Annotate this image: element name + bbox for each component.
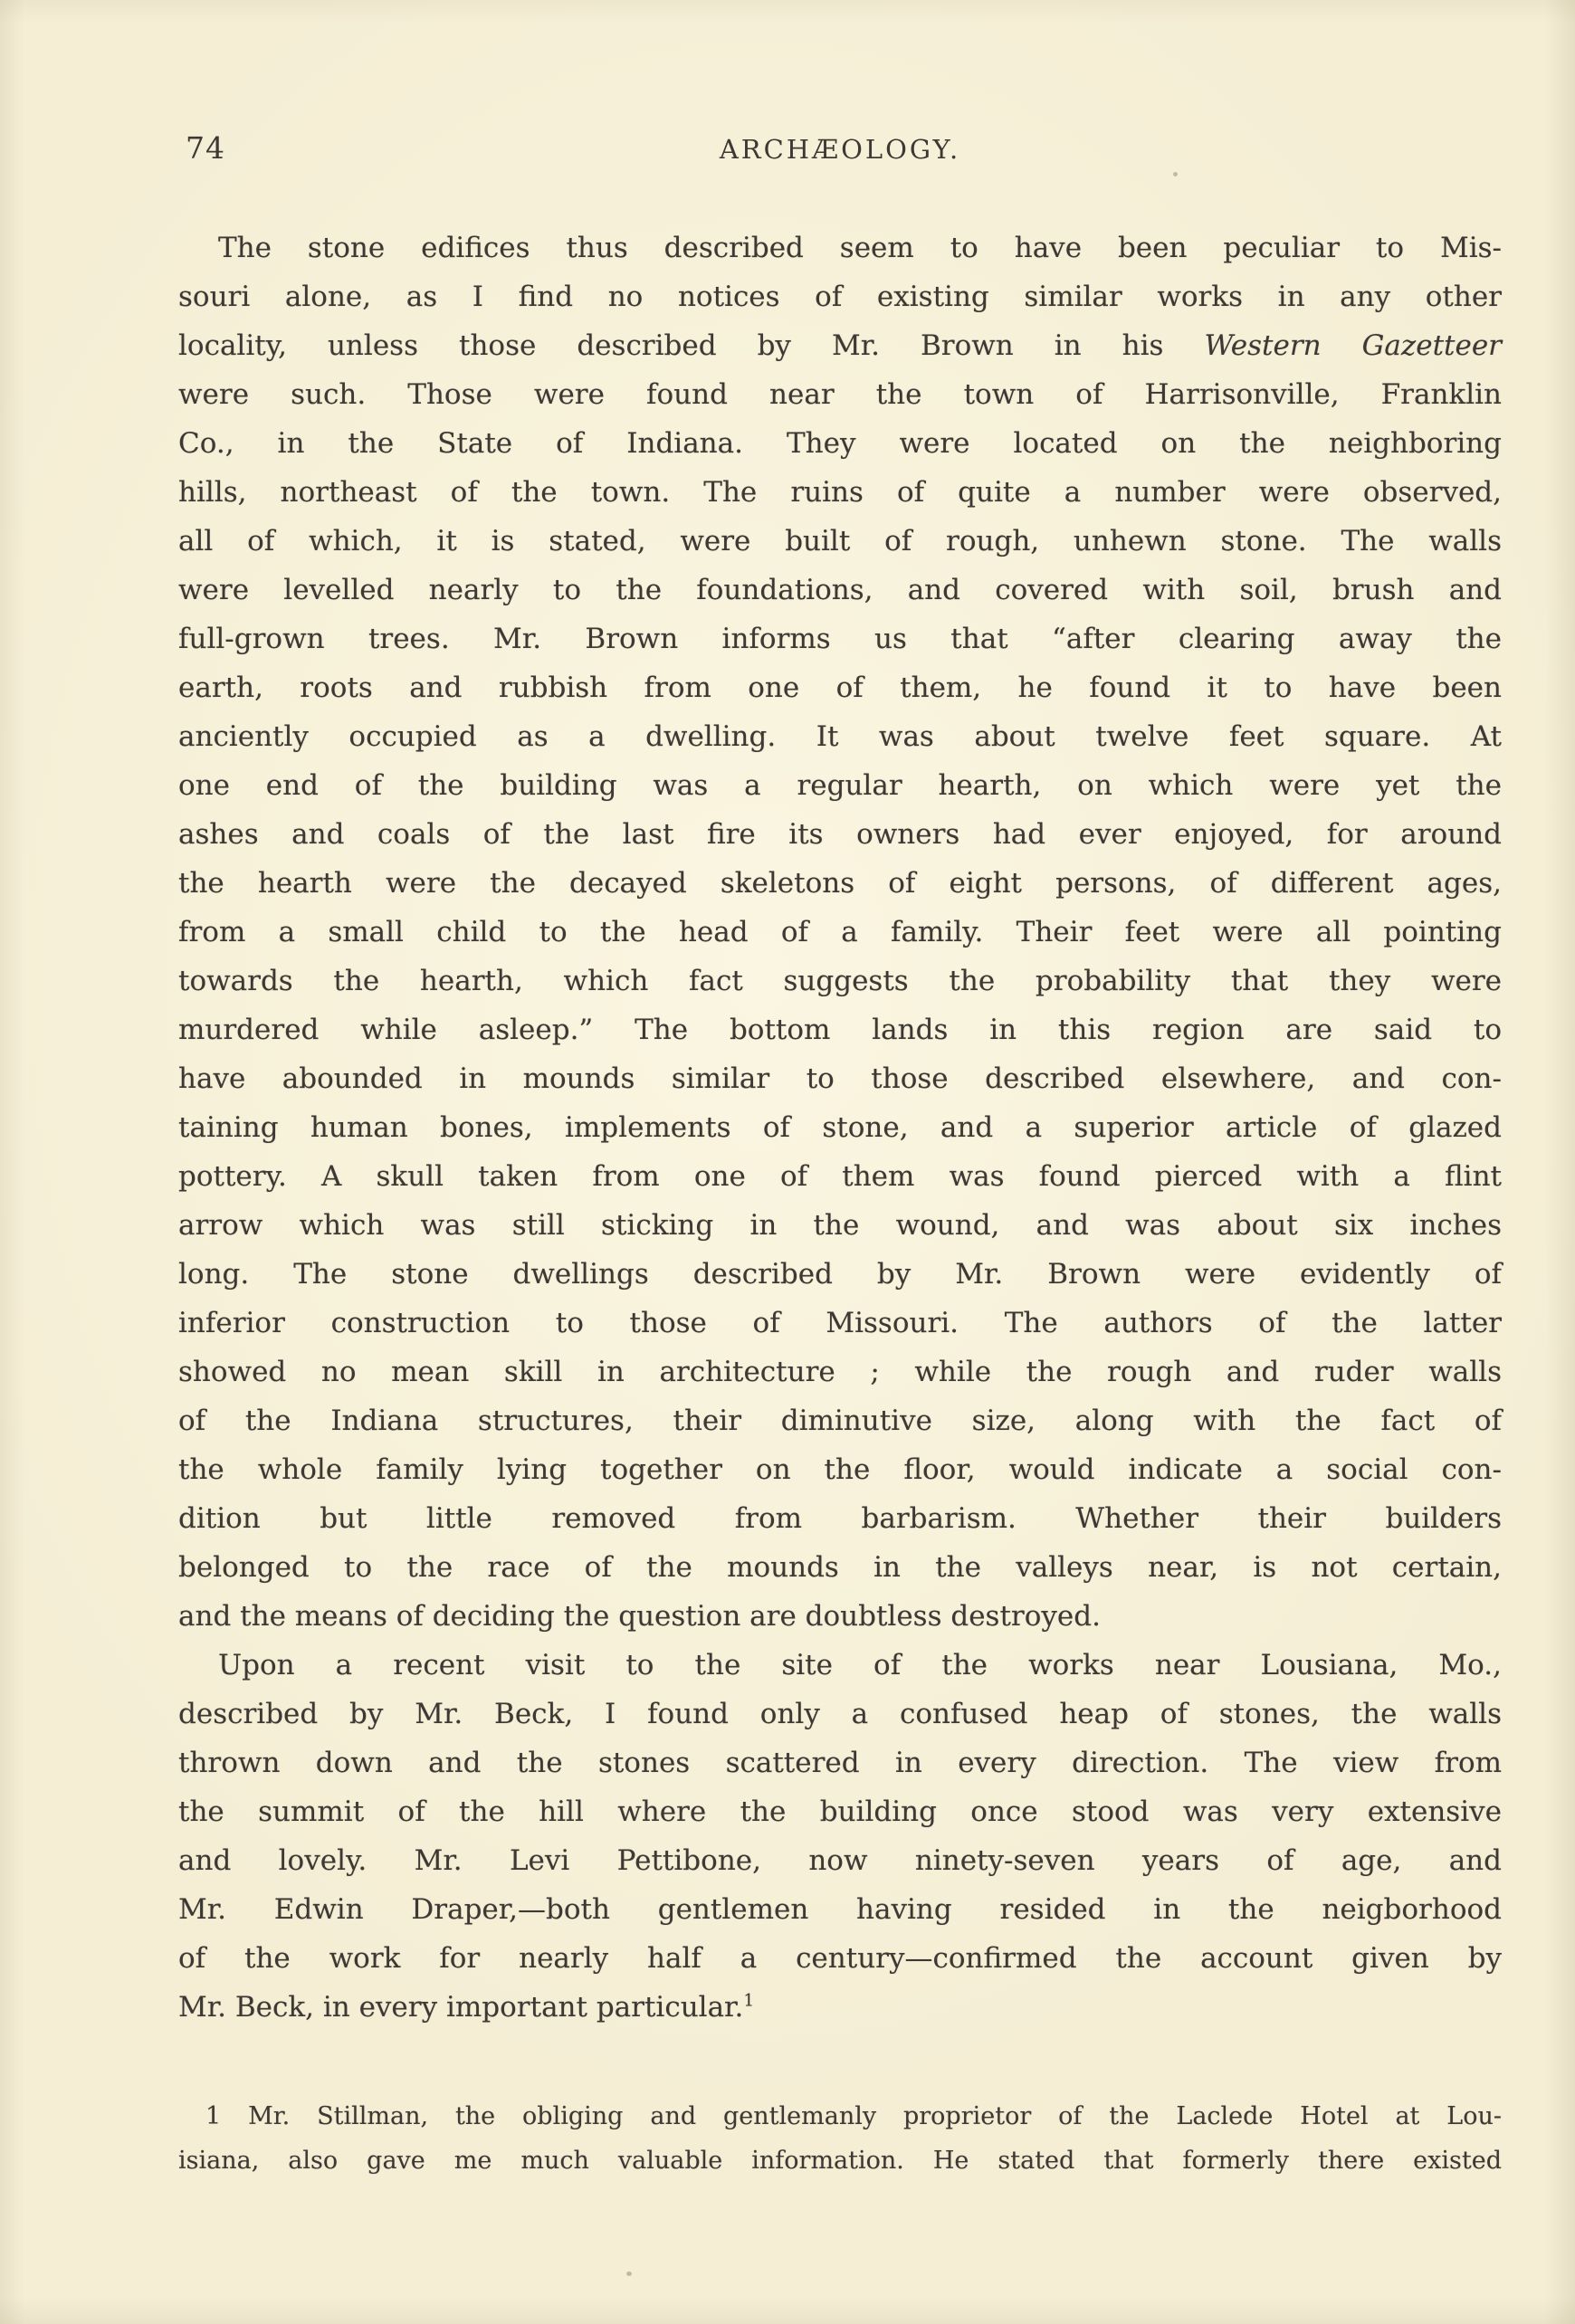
scan-speck — [1173, 172, 1178, 176]
text-line: thrown down and the stones scattered in every direction. The view from — [178, 1747, 1502, 1779]
text-segment: Mr. Beck, in every important particular. — [178, 1991, 744, 2024]
footnote-line: isiana, also gave me much valuable information. He stated that formerly there existed — [178, 2147, 1502, 2175]
text-segment: locality, unless those described by Mr. Brown in his — [178, 329, 1205, 362]
text-line: hills, northeast of the town. The ruins of quite a number were observed, — [178, 476, 1502, 509]
text-line: The stone edifices thus described seem to have been peculiar to Mis- — [218, 232, 1502, 264]
text-line: were such. Those were found near the town of Harrisonville, Franklin — [178, 378, 1502, 411]
text-line: taining human bones, implements of stone, and a superior article of glazed — [178, 1111, 1502, 1144]
running-header: ARCHÆOLOGY. — [719, 134, 961, 165]
text-line: Mr. Edwin Draper,—both gentlemen having resided in the neigborhood — [178, 1893, 1502, 1926]
scan-speck — [626, 2272, 632, 2276]
text-line: inferior construction to those of Missouri. The authors of the latter — [178, 1307, 1502, 1339]
text-line: Co., in the State of Indiana. They were located on the neighboring — [178, 427, 1502, 460]
footnote-line: 1 Mr. Stillman, the obliging and gentlemanly proprietor of the Laclede Hotel at Lou- — [205, 2102, 1502, 2130]
text-line: pottery. A skull taken from one of them was found pierced with a flint — [178, 1160, 1502, 1193]
text-line: of the Indiana structures, their diminutive size, along with the fact of — [178, 1405, 1502, 1437]
text-line: have abounded in mounds similar to those described elsewhere, and con- — [178, 1062, 1502, 1095]
text-line: the summit of the hill where the building once stood was very extensive — [178, 1795, 1502, 1828]
book-title-italic: Western Gazetteer — [1204, 329, 1502, 362]
text-line: showed no mean skill in architecture ; while the rough and ruder walls — [178, 1356, 1502, 1388]
text-line: dition but little removed from barbarism. Whether their builders — [178, 1502, 1502, 1535]
footnote-reference-mark: 1 — [743, 1991, 755, 2011]
text-line: full-grown trees. Mr. Brown informs us that “after clearing away the — [178, 623, 1502, 655]
text-line — [178, 1983, 1502, 2032]
text-line: anciently occupied as a dwelling. It was about twelve feet square. At — [178, 720, 1502, 753]
text-line: belonged to the race of the mounds in the valleys near, is not certain, — [178, 1551, 1502, 1584]
text-line: one end of the building was a regular hearth, on which were yet the — [178, 769, 1502, 802]
text-line: from a small child to the head of a family. Their feet were all pointing — [178, 916, 1502, 948]
text-line: earth, roots and rubbish from one of them, he found it to have been — [178, 671, 1502, 704]
text-line: of the work for nearly half a century—confirmed the account given by — [178, 1942, 1502, 1975]
text-line: long. The stone dwellings described by Mr. Brown were evidently of — [178, 1258, 1502, 1291]
text-line: arrow which was still sticking in the wound, and was about six inches — [178, 1209, 1502, 1242]
text-line — [178, 321, 1502, 370]
text-line: ashes and coals of the last fire its owners had ever enjoyed, for around — [178, 818, 1502, 851]
text-line: described by Mr. Beck, I found only a confused heap of stones, the walls — [178, 1698, 1502, 1730]
text-line: and lovely. Mr. Levi Pettibone, now ninety-seven years of age, and — [178, 1844, 1502, 1877]
body-text — [178, 224, 1502, 2032]
text-line: souri alone, as I find no notices of existing similar works in any other — [178, 281, 1502, 313]
text-line: the whole family lying together on the floor, would indicate a social con- — [178, 1453, 1502, 1486]
text-line: towards the hearth, which fact suggests the probability that they were — [178, 965, 1502, 997]
page-number: 74 — [186, 130, 225, 166]
text-line: were levelled nearly to the foundations, and covered with soil, brush and — [178, 574, 1502, 606]
text-line: all of which, it is stated, were built of rough, unhewn stone. The walls — [178, 525, 1502, 557]
text-line: and the means of deciding the question are doubtless destroyed. — [178, 1600, 1101, 1633]
footnote — [178, 2094, 1502, 2183]
text-line: murdered while asleep.” The bottom lands in this region are said to — [178, 1014, 1502, 1046]
text-line: the hearth were the decayed skeletons of eight persons, of different ages, — [178, 867, 1502, 900]
text-line: Upon a recent visit to the site of the works near Lousiana, Mo., — [218, 1649, 1502, 1681]
